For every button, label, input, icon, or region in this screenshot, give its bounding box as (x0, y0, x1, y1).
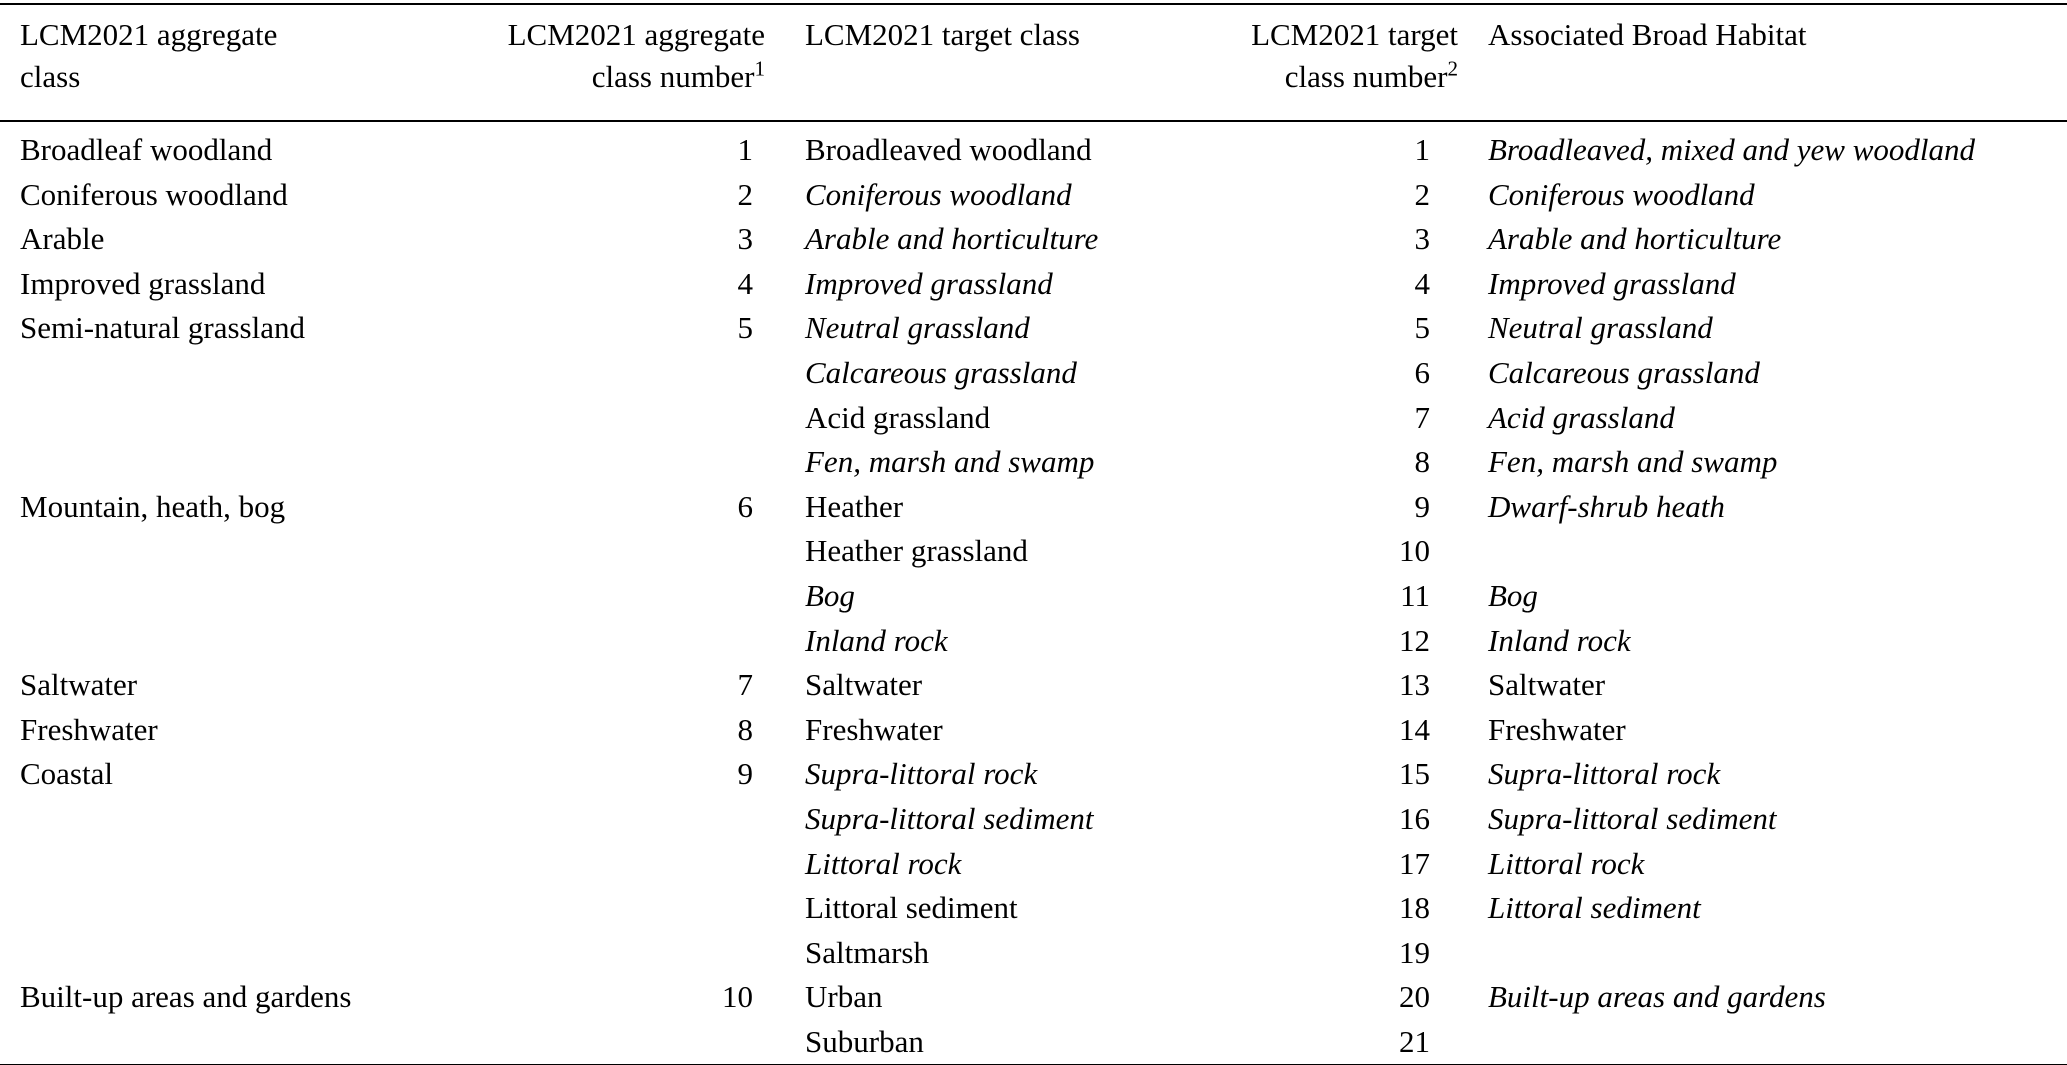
table-row (0, 975, 2067, 1020)
table-row (0, 396, 2067, 441)
cell-target-class: Saltwater (805, 667, 923, 703)
header-line: Associated Broad Habitat (1488, 17, 1807, 52)
cell-aggregate-class (0, 440, 455, 485)
cell-aggregate-class (0, 619, 455, 664)
header-line (455, 56, 765, 98)
cell-target-class: Freshwater (805, 711, 943, 747)
cell-target-class-number: 8 (1414, 444, 1430, 480)
cell-target-class: Coniferous woodland (805, 176, 1072, 212)
cell-broad-habitat: Inland rock (1488, 622, 1631, 658)
table-row (0, 931, 2067, 976)
table-row (0, 842, 2067, 887)
table-row (0, 121, 2067, 173)
cell-target-class-number: 15 (1399, 756, 1430, 792)
cell-aggregate-class (0, 842, 455, 887)
cell-aggregate-class-number (455, 886, 765, 931)
cell-broad-habitat: Bog (1488, 577, 1538, 613)
cell-target-class: Supra-littoral rock (805, 756, 1038, 792)
cell-target-class: Calcareous grassland (805, 354, 1077, 390)
cell-aggregate-class: Coastal (20, 756, 113, 792)
cell-aggregate-class (0, 931, 455, 976)
cell-aggregate-class: Saltwater (20, 667, 138, 703)
cell-broad-habitat: Built-up areas and gardens (1488, 979, 1826, 1015)
cell-broad-habitat: Arable and horticulture (1488, 221, 1782, 257)
footnote-marker-1: 1 (754, 56, 765, 81)
cell-aggregate-class-number (455, 619, 765, 664)
cell-target-class: Suburban (805, 1023, 924, 1059)
header-line: LCM2021 aggregate (20, 17, 278, 52)
cell-target-class: Littoral sediment (805, 890, 1018, 926)
cell-target-class-number: 9 (1414, 488, 1430, 524)
table-header (0, 4, 2067, 121)
cell-aggregate-class-number: 6 (737, 488, 753, 524)
cell-broad-habitat: Coniferous woodland (1488, 176, 1755, 212)
header-line (1187, 56, 1458, 98)
cell-target-class: Acid grassland (805, 399, 991, 435)
cell-target-class-number: 20 (1399, 979, 1430, 1015)
cell-target-class: Urban (805, 979, 883, 1015)
header-line: LCM2021 aggregate (507, 17, 765, 52)
cell-target-class: Supra-littoral sediment (805, 800, 1094, 836)
cell-aggregate-class (0, 886, 455, 931)
cell-aggregate-class-number (455, 797, 765, 842)
table-row (0, 752, 2067, 797)
cell-aggregate-class-number: 9 (737, 756, 753, 792)
footnote-marker-2: 2 (1447, 56, 1458, 81)
cell-target-class-number: 1 (1414, 132, 1430, 167)
cell-aggregate-class-number: 2 (737, 176, 753, 212)
column-header-target-class-number (1187, 4, 1458, 121)
cell-target-class: Inland rock (805, 622, 948, 658)
cell-target-class-number: 13 (1399, 667, 1430, 703)
table-row (0, 886, 2067, 931)
cell-target-class-number: 4 (1414, 265, 1430, 301)
header-text: class number (591, 59, 755, 94)
cell-aggregate-class-number (455, 1020, 765, 1065)
cell-broad-habitat: Freshwater (1488, 711, 1626, 747)
cell-broad-habitat (1458, 529, 2067, 574)
cell-target-class-number: 12 (1399, 622, 1430, 658)
header-line: LCM2021 target (1251, 17, 1458, 52)
cell-broad-habitat (1458, 1020, 2067, 1065)
cell-aggregate-class: Coniferous woodland (20, 176, 288, 212)
cell-aggregate-class-number (455, 351, 765, 396)
cell-aggregate-class-number: 10 (722, 979, 753, 1015)
column-header-aggregate-class-number (455, 4, 765, 121)
cell-target-class: Bog (805, 577, 855, 613)
table-row (0, 1020, 2067, 1065)
cell-aggregate-class: Improved grassland (20, 265, 266, 301)
cell-aggregate-class-number: 7 (737, 667, 753, 703)
table-row (0, 351, 2067, 396)
header-row (0, 4, 2067, 121)
cell-aggregate-class: Mountain, heath, bog (20, 488, 286, 524)
table-row (0, 619, 2067, 664)
header-line: LCM2021 target class (805, 17, 1080, 52)
cell-target-class: Heather grassland (805, 533, 1028, 569)
table-row (0, 217, 2067, 262)
cell-broad-habitat: Acid grassland (1488, 399, 1675, 435)
header-text: class number (1284, 59, 1448, 94)
cell-broad-habitat: Littoral rock (1488, 845, 1645, 881)
cell-aggregate-class-number: 8 (737, 711, 753, 747)
table-row (0, 440, 2067, 485)
cell-aggregate-class: Built-up areas and gardens (20, 979, 352, 1015)
cell-aggregate-class-number: 4 (737, 265, 753, 301)
cell-target-class: Heather (805, 488, 904, 524)
cell-target-class-number: 17 (1399, 845, 1430, 881)
column-header-aggregate-class (0, 4, 455, 121)
table-row (0, 529, 2067, 574)
table-row (0, 708, 2067, 753)
table-row (0, 173, 2067, 218)
cell-target-class: Saltmarsh (805, 934, 929, 970)
cell-target-class-number: 5 (1414, 310, 1430, 346)
cell-target-class-number: 7 (1414, 399, 1430, 435)
cell-aggregate-class-number (455, 931, 765, 976)
cell-broad-habitat: Fen, marsh and swamp (1488, 444, 1778, 480)
cell-target-class-number: 10 (1399, 533, 1430, 569)
cell-broad-habitat: Saltwater (1488, 667, 1606, 703)
cell-aggregate-class-number (455, 842, 765, 887)
cell-broad-habitat: Dwarf-shrub heath (1488, 488, 1725, 524)
cell-aggregate-class (0, 797, 455, 842)
cell-aggregate-class: Broadleaf woodland (20, 132, 273, 167)
cell-aggregate-class: Freshwater (20, 711, 158, 747)
column-header-associated-broad-habitat (1458, 4, 2067, 121)
cell-target-class-number: 11 (1400, 577, 1430, 613)
cell-broad-habitat: Littoral sediment (1488, 890, 1701, 926)
column-header-target-class (765, 4, 1187, 121)
cell-aggregate-class-number (455, 574, 765, 619)
cell-aggregate-class (0, 396, 455, 441)
cell-aggregate-class-number: 5 (737, 310, 753, 346)
table-body (0, 121, 2067, 1065)
cell-broad-habitat: Supra-littoral sediment (1488, 800, 1777, 836)
cell-target-class: Improved grassland (805, 265, 1053, 301)
cell-broad-habitat: Broadleaved, mixed and yew woodland (1488, 132, 1975, 167)
header-line: class (20, 59, 81, 94)
cell-broad-habitat: Neutral grassland (1488, 310, 1713, 346)
table-row (0, 306, 2067, 351)
table-row (0, 663, 2067, 708)
cell-aggregate-class (0, 574, 455, 619)
cell-target-class-number: 18 (1399, 890, 1430, 926)
cell-broad-habitat: Supra-littoral rock (1488, 756, 1721, 792)
cell-broad-habitat: Improved grassland (1488, 265, 1736, 301)
cell-aggregate-class-number: 1 (737, 132, 753, 167)
cell-broad-habitat (1458, 931, 2067, 976)
cell-aggregate-class: Arable (20, 221, 105, 257)
cell-aggregate-class-number (455, 440, 765, 485)
cell-broad-habitat: Calcareous grassland (1488, 354, 1760, 390)
table-row (0, 485, 2067, 530)
cell-target-class: Broadleaved woodland (805, 132, 1092, 167)
cell-target-class: Fen, marsh and swamp (805, 444, 1095, 480)
cell-target-class-number: 3 (1414, 221, 1430, 257)
cell-aggregate-class-number: 3 (737, 221, 753, 257)
cell-aggregate-class-number (455, 529, 765, 574)
cell-target-class-number: 16 (1399, 800, 1430, 836)
table-row (0, 262, 2067, 307)
table-row (0, 797, 2067, 842)
cell-aggregate-class (0, 529, 455, 574)
table-row (0, 574, 2067, 619)
cell-target-class: Arable and horticulture (805, 221, 1099, 257)
cell-aggregate-class (0, 351, 455, 396)
cell-target-class: Littoral rock (805, 845, 962, 881)
cell-target-class-number: 21 (1399, 1023, 1430, 1059)
cell-target-class-number: 14 (1399, 711, 1430, 747)
cell-aggregate-class-number (455, 396, 765, 441)
cell-aggregate-class (0, 1020, 455, 1065)
cell-target-class-number: 6 (1414, 354, 1430, 390)
cell-target-class-number: 2 (1414, 176, 1430, 212)
lcm2021-class-table (0, 3, 2067, 1065)
cell-target-class: Neutral grassland (805, 310, 1030, 346)
cell-target-class-number: 19 (1399, 934, 1430, 970)
cell-aggregate-class: Semi-natural grassland (20, 310, 305, 346)
